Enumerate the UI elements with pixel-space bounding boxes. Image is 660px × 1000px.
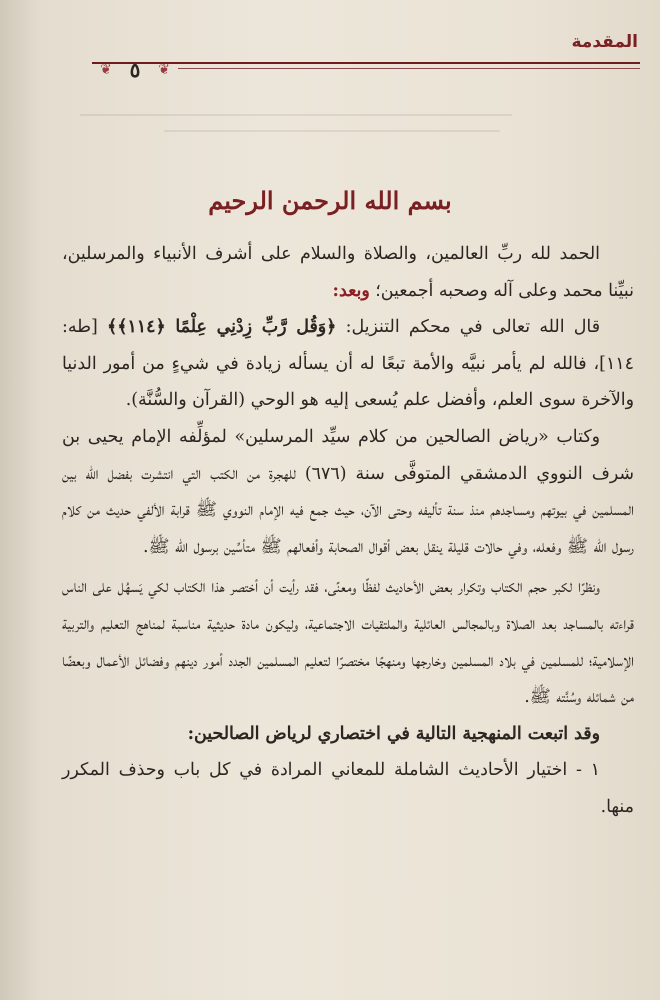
bleed-through-text [80,100,560,160]
ornament-left-icon: ❦ [100,62,112,78]
page-number: ٥ [129,58,141,82]
page-number-frame [100,55,170,85]
body-text [62,236,634,826]
paragraph-1 [62,236,634,309]
paragraph-2 [62,309,634,419]
paragraph-3: وكتاب «رياض الصالحين من كلام سيِّد المرسلين» لمؤلِّفه الإمام يحيى بن شرف النووي الدمشقي المتوفَّى سنة (٦٧٦) للهجرة من الكتب التي انتشرت بفضل الله بين المسلمين في بيوتهم ومساجدهم منذ سنة تأليفه وحتى الآن، حيث جمع فيه الإمام النووي ﷺ قرابة الألفي حديث من كلام رسول الله ﷺ وفعله، وفي حالات قليلة ينقل بعض أقوال الصحابة وأفعالهم ﷺ متأسِّين برسول الله ﷺ. [62,426,634,557]
header-rule [92,62,640,64]
p2-intro: قال الله تعالى في محكم التنزيل: [345,317,601,338]
paragraph-4: ونظرًا لكبر حجم الكتاب وتكرار بعض الأحاديث لفظًا ومعنًى، فقد رأيت أن أختصر هذا الكتاب لكي يَسهُل على الناس قراءته بالمساجد بعد الصلاة وبالمجالس العائلية والملتقيات الاجتماعية، وليكون مادة حديثية مناسبة لمناهج التعليم والتربية الإسلامية؛ للمسلمين في بلاد المسلمين وخارجها ومنهجًا مختصرًا لتعليم المسلمين الجدد أمور دينهم وفضائل الأعمال وبعضًا من شمائله وسُنَّته ﷺ. [62,577,634,708]
ornament-right-icon: ❦ [158,62,170,78]
quran-verse: ﴿وَقُل رَّبِّ زِدْنِي عِلْمًا ﴿١١٤﴾﴾ [107,317,337,338]
p2-rest: [طه: ١١٤]، فالله لم يأمر نبيَّه والأمة تبعًا له أن يسأله زيادة في شيءٍ من أمور الدنيا والآخرة سوى العلم، وأفضل علم يُسعى إليه هو الوحي (القرآن والسُّنَّة). [62,317,634,411]
methodology-item-1: ١ - اختيار الأحاديث الشاملة للمعاني المرادة في كل باب وحذف المكرر منها. [62,760,634,817]
header-rule-thin [178,68,640,69]
p1-line2: والمرسلين، نبيِّنا محمد وعلى آله وصحبه أجمعين؛ [62,244,634,301]
p1-line1: الحمد لله ربِّ العالمين، والصلاة والسلام على أشرف الأنبياء [153,244,601,264]
waba3d-label: وبعد: [332,280,370,301]
methodology-heading: وقد اتبعت المنهجية التالية في اختصاري لرياض الصالحين: [187,723,600,744]
chapter-title: المقدمة [571,32,638,52]
basmala-calligraphy: بسم الله الرحمن الرحيم [208,186,452,215]
